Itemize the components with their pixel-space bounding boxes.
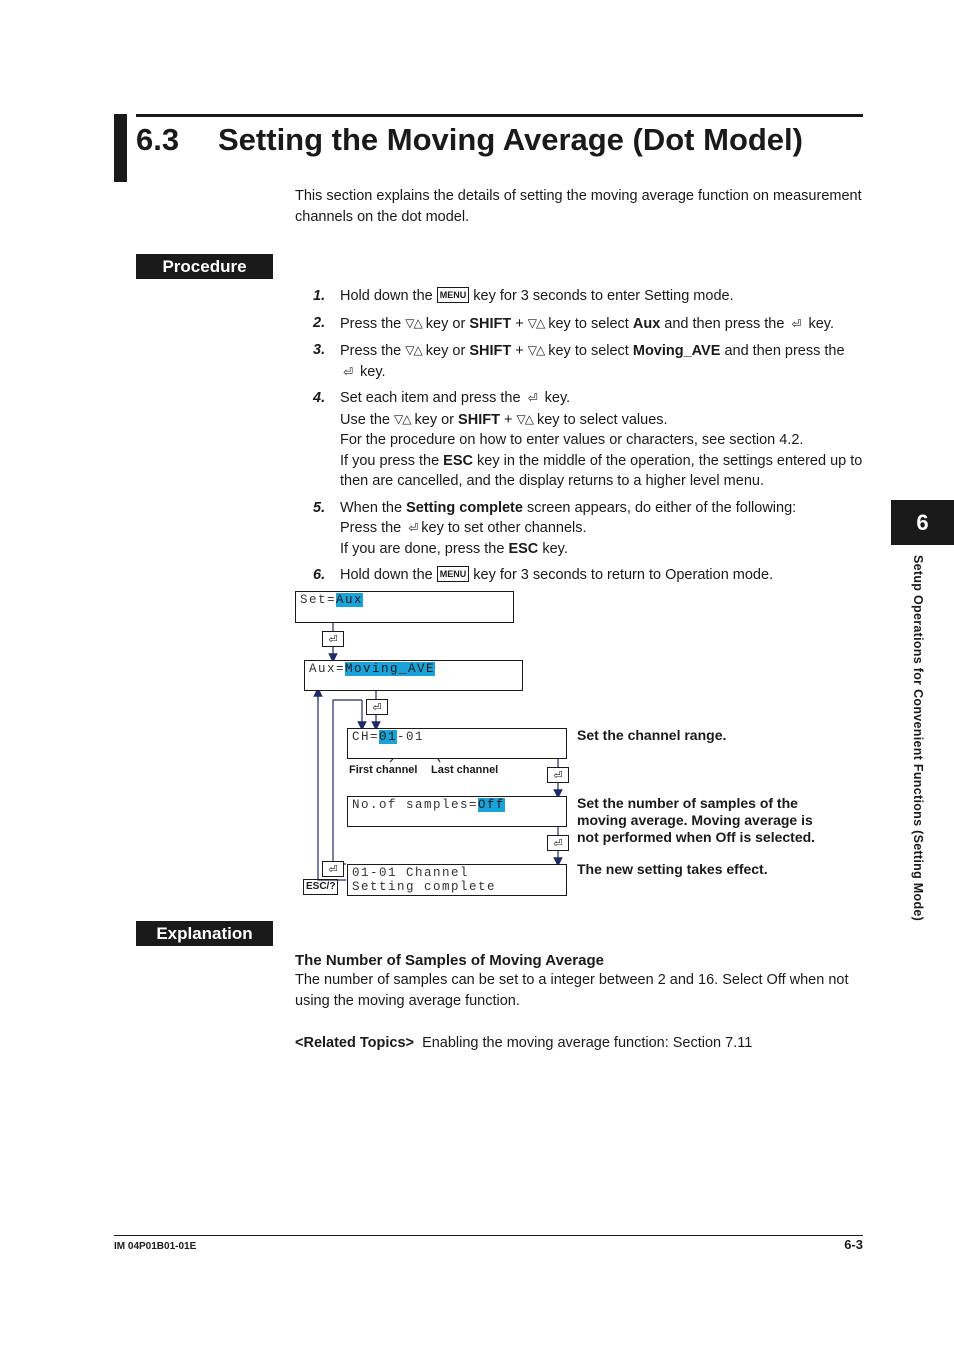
enter-key-icon: ⏎ (547, 767, 569, 783)
label-new-setting: The new setting takes effect. (577, 861, 768, 877)
step-1: 1. Hold down the MENU key for 3 seconds to enter Setting mode. (313, 288, 734, 304)
step-2: 2. Press the ▽△ key or SHIFT + ▽△ key to select Aux and then press the ⏎ key. (313, 313, 873, 335)
enter-key-icon: ⏎ (322, 861, 344, 877)
lcd-setting-complete: 01-01 Channel Setting complete (347, 864, 567, 896)
enter-key-icon: ⏎ (408, 521, 419, 535)
step-6: 6. Hold down the MENU key for 3 seconds to return to Operation mode. (313, 567, 774, 583)
related-topics: <Related Topics> Enabling the moving average function: Section 7.11 (295, 1035, 753, 1051)
lcd-aux-moving-ave: Aux=Moving_AVE (304, 660, 523, 691)
step-3: 3. Press the ▽△ key or SHIFT + ▽△ key to select Moving_AVE and then press the ⏎ key. (313, 340, 873, 382)
step-4: 4. Set each item and press the ⏎ key. Use the ▽△ key or SHIFT + ▽△ key to select values. For the procedure on how to enter values or characters, see section 4.2. If you press the ESC key in the middle of the operation, the settings entered up to then are cancelled, and the display returns to a higher level menu. (313, 390, 863, 489)
footer-doc-id: IM 04P01B01-01E (114, 1241, 197, 1252)
enter-key-icon: ⏎ (547, 835, 569, 851)
enter-key-icon: ⏎ (322, 631, 344, 647)
menu-key-icon: MENU (437, 287, 470, 303)
procedure-heading: Procedure (136, 254, 273, 279)
section-title: Setting the Moving Average (Dot Model) (218, 122, 803, 157)
down-up-arrow-icon: ▽△ (527, 315, 545, 330)
enter-key-icon: ⏎ (342, 364, 354, 379)
menu-key-icon: MENU (437, 566, 470, 582)
down-up-arrow-icon: ▽△ (405, 315, 422, 330)
down-up-arrow-icon: ▽△ (405, 343, 422, 357)
lcd-channel-range: CH=01-01 (347, 728, 567, 759)
label-channel-range: Set the channel range. (577, 727, 727, 743)
last-channel-label: Last channel (431, 764, 499, 776)
explanation-subhead: The Number of Samples of Moving Average (295, 952, 604, 969)
down-up-arrow-icon: ▽△ (527, 343, 545, 357)
section-number: 6.3 (136, 122, 180, 157)
explanation-body: The number of samples can be set to a integer between 2 and 16. Select Off when not using the moving average function. (295, 972, 849, 1009)
lcd-samples: No.of samples=Off (347, 796, 567, 827)
label-samples: Set the number of samples of the moving average. Moving average is not performed when Off is selected. (577, 795, 816, 845)
chapter-side-text: Setup Operations for Convenient Functions (Setting Mode) (911, 555, 925, 922)
enter-key-icon: ⏎ (527, 391, 538, 405)
enter-key-icon: ⏎ (791, 316, 802, 331)
first-channel-label: First channel (349, 764, 418, 776)
step-5: 5. When the Setting complete screen appears, do either of the following: Press the ⏎ key to set other channels. If you are done, press the ESC key. (313, 499, 797, 557)
enter-key-icon: ⏎ (366, 699, 388, 715)
chapter-tab: 6 (891, 500, 954, 545)
explanation-heading: Explanation (136, 921, 273, 946)
footer-rule (114, 1235, 863, 1236)
down-up-arrow-icon: ▽△ (394, 411, 411, 426)
lcd-set-aux: Set=Aux (295, 591, 514, 623)
down-up-arrow-icon: ▽△ (516, 411, 533, 426)
esc-key-icon: ESC/? (303, 879, 338, 895)
intro-text: This section explains the details of setting the moving average function on measurement channels on the dot model. (295, 188, 862, 225)
footer-page-number: 6-3 (844, 1237, 863, 1252)
